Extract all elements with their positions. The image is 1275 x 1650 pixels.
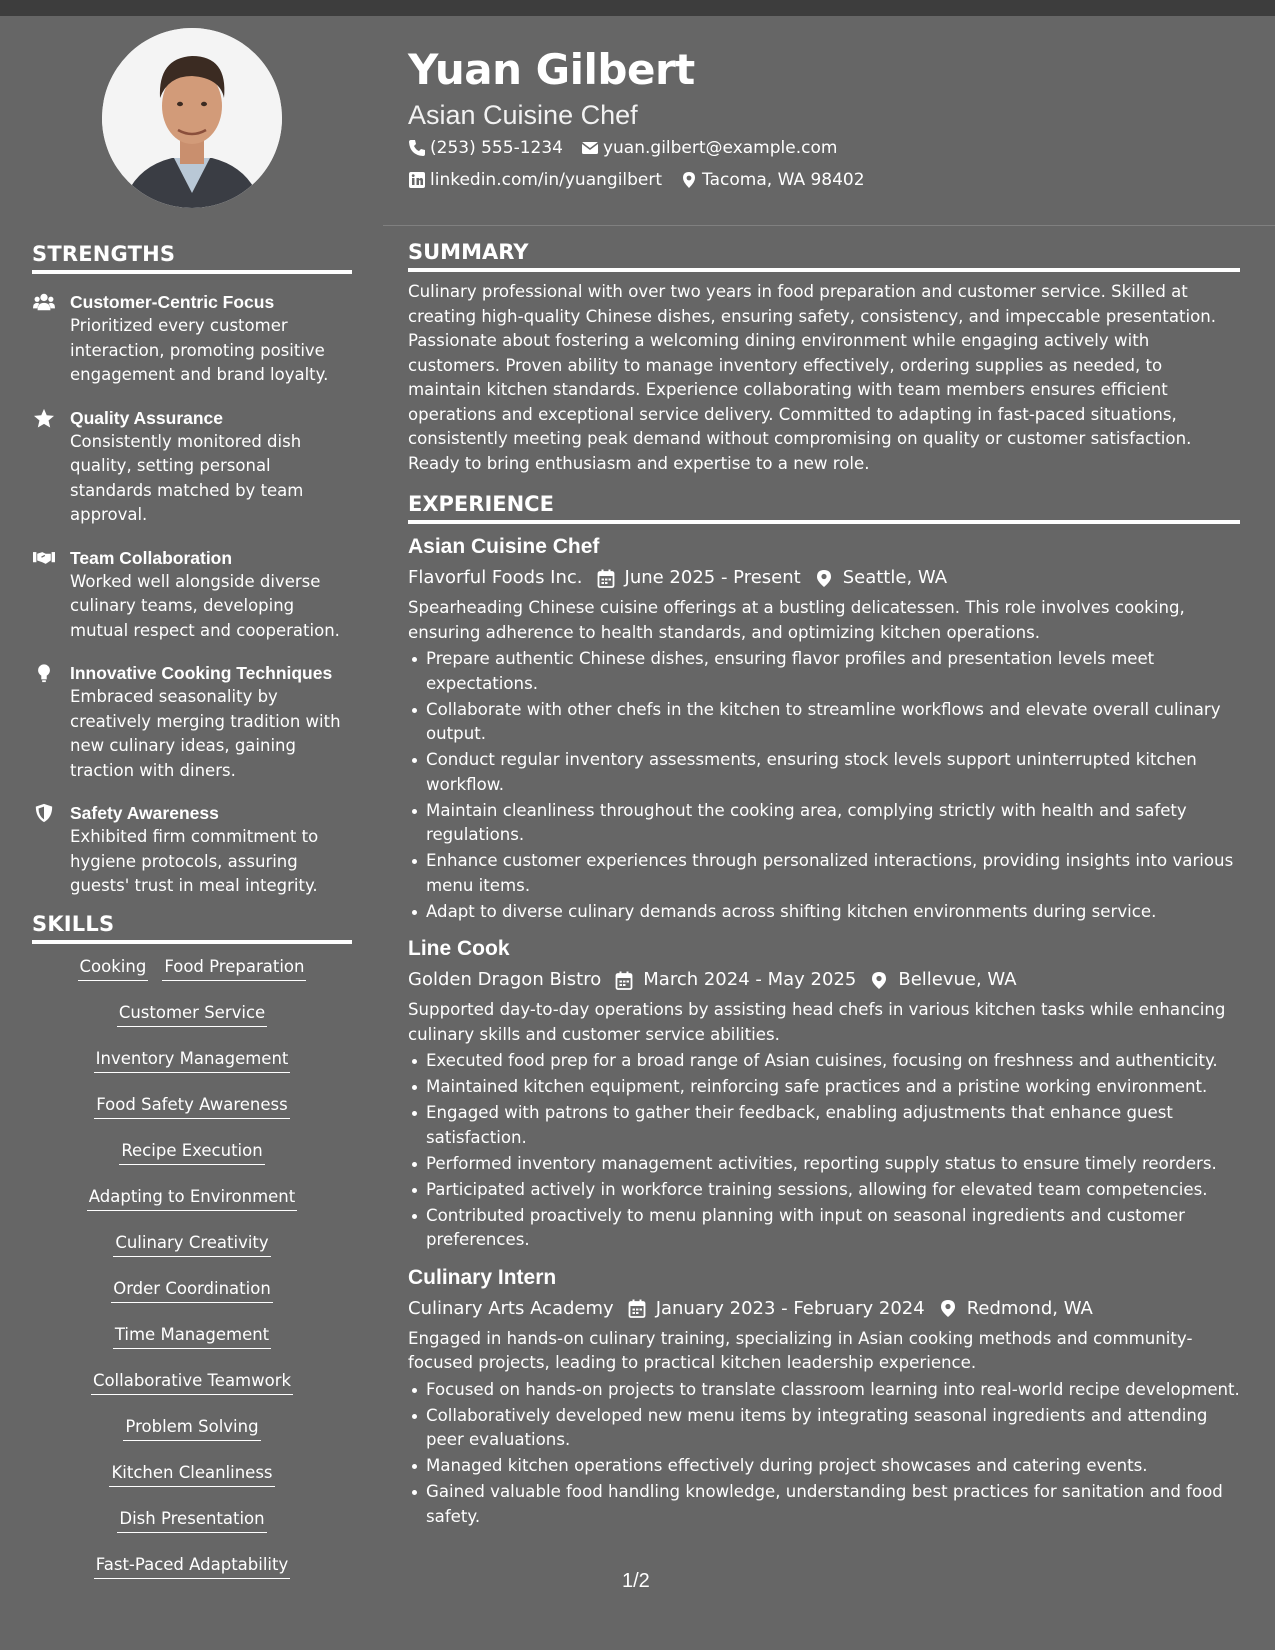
location-text: Tacoma, WA 98402 (702, 170, 865, 190)
job-bullets (408, 1378, 1240, 1530)
email-item[interactable] (581, 132, 837, 164)
page-number: 1/2 (622, 1570, 650, 1592)
skill-chip: Food Preparation (162, 956, 306, 981)
page-top-bar (0, 0, 1275, 16)
job-title: Line Cook (408, 937, 510, 960)
job-meta (408, 1293, 1240, 1325)
job-entry (408, 1263, 1240, 1530)
job-location-text: Bellevue, WA (898, 969, 1017, 990)
skills-list (32, 956, 352, 1600)
candidate-name: Yuan Gilbert (408, 45, 695, 94)
job-entry (408, 532, 1240, 924)
strength-desc: Embraced seasonality by creatively merging tradition with new culinary ideas, gaining traction with diners. (70, 687, 341, 780)
company-name: Culinary Arts Academy (408, 1297, 614, 1319)
users-icon (32, 290, 70, 388)
header-divider (383, 225, 1275, 226)
profile-photo (102, 28, 282, 208)
profile-photo-image (102, 28, 282, 208)
map-pin-icon (680, 171, 698, 189)
strength-item (32, 546, 352, 644)
job-dates-text: March 2024 - May 2025 (643, 969, 857, 990)
job-dates-text: January 2023 - February 2024 (655, 1297, 925, 1319)
job-description: Supported day-to-day operations by assisting head chefs in various kitchen tasks while enhancing culinary skills and customer service abilities. (408, 1000, 1226, 1044)
calendar-icon (597, 569, 615, 588)
contact-row (408, 132, 1248, 164)
skill-chip: Time Management (113, 1324, 271, 1349)
linkedin-item[interactable] (408, 164, 662, 196)
skill-chip: Dish Presentation (117, 1508, 266, 1533)
skill-chip: Adapting to Environment (87, 1186, 297, 1211)
job-bullet: Contributed proactively to menu planning with input on seasonal ingredients and customer preferences. (408, 1204, 1240, 1253)
phone-item (408, 132, 563, 164)
job-meta (408, 562, 1240, 594)
map-pin-icon (939, 1299, 957, 1318)
job-location (939, 1293, 1093, 1325)
calendar-icon (628, 1299, 646, 1318)
skill-chip: Order Coordination (111, 1278, 273, 1303)
job-location-text: Redmond, WA (966, 1297, 1093, 1319)
job-dates (628, 1293, 925, 1325)
job-title: Culinary Intern (408, 1265, 557, 1289)
strength-desc: Worked well alongside diverse culinary teams, developing mutual respect and cooperation. (70, 571, 340, 640)
email-icon (581, 139, 599, 157)
strength-item (32, 661, 352, 783)
skill-chip: Problem Solving (123, 1416, 260, 1441)
job-bullets (408, 1049, 1240, 1253)
strengths-list (32, 290, 352, 917)
job-location (815, 562, 947, 594)
job-dates (615, 964, 856, 996)
skill-chip: Customer Service (117, 1002, 267, 1027)
strengths-heading: STRENGTHS (32, 242, 352, 274)
job-dates-text: June 2025 - Present (624, 567, 801, 588)
skill-chip: Culinary Creativity (113, 1232, 270, 1257)
linkedin-icon (408, 171, 426, 189)
job-title: Asian Cuisine Chef (408, 535, 600, 558)
job-bullet: Managed kitchen operations effectively during project showcases and catering events. (408, 1454, 1240, 1479)
skill-chip: Recipe Execution (119, 1140, 264, 1165)
job-description: Spearheading Chinese cuisine offerings at a bustling delicatessen. This role involves cooking, ensuring adherence to health standards, and optimizing kitchen operations. (408, 598, 1185, 642)
resume-header (408, 40, 1248, 196)
strength-title: Team Collaboration (70, 547, 233, 568)
strength-title: Safety Awareness (70, 803, 219, 823)
shield-icon (32, 801, 70, 899)
job-bullet: Focused on hands-on projects to translate classroom learning into real-world recipe development. (408, 1378, 1240, 1403)
phone-icon (408, 139, 426, 157)
map-pin-icon (870, 971, 888, 990)
job-entry (408, 934, 1240, 1253)
candidate-title: Asian Cuisine Chef (408, 100, 638, 130)
strength-item (32, 406, 352, 528)
strength-title: Quality Assurance (70, 407, 224, 428)
strength-desc: Consistently monitored dish quality, setting personal standards matched by team approval. (70, 431, 304, 524)
strength-item (32, 290, 352, 388)
job-bullet: Participated actively in workforce training sessions, allowing for elevated team competencies. (408, 1178, 1240, 1203)
location-item (680, 164, 865, 196)
company-name: Flavorful Foods Inc. (408, 567, 583, 588)
job-bullet: Maintained kitchen equipment, reinforcing safe practices and a pristine working environment. (408, 1075, 1240, 1100)
strength-desc: Prioritized every customer interaction, promoting positive engagement and brand loyalty. (70, 316, 329, 384)
job-bullet: Executed food prep for a broad range of Asian cuisines, focusing on freshness and authenticity. (408, 1049, 1240, 1074)
phone-text: (253) 555-1234 (430, 138, 563, 158)
skill-chip: Food Safety Awareness (94, 1094, 289, 1119)
job-description: Engaged in hands-on culinary training, specializing in Asian cooking methods and community-focused projects, leading to practical kitchen leadership experience. (408, 1328, 1193, 1372)
job-bullet: Conduct regular inventory assessments, ensuring stock levels support uninterrupted kitchen workflow. (408, 748, 1240, 797)
star-icon (32, 406, 70, 528)
lightbulb-icon (32, 661, 70, 783)
strength-item (32, 801, 352, 899)
job-location (870, 964, 1016, 996)
job-location-text: Seattle, WA (842, 567, 948, 588)
contact-row (408, 164, 1248, 196)
job-bullets (408, 647, 1240, 924)
skill-chip: Collaborative Teamwork (91, 1370, 293, 1395)
job-bullet: Gained valuable food handling knowledge, understanding best practices for sanitation and food safety. (408, 1480, 1240, 1529)
summary-text: Culinary professional with over two years in food preparation and customer service. Skilled at creating high-quality Chinese dishes, ensuring safety, consistency, and impeccable presentation. Passionate about fostering a welcoming dining environment while engaging actively with customers. Proven ability to manage inventory effectively, ordering supplies as needed, to maintain kitchen standards. Experience collaborating with team members ensures efficient operations and exceptional service delivery. Committed to adapting in fast-paced situations, consistently meeting peak demand without compromising on quality or customer satisfaction. Ready to bring enthusiasm and expertise to a new role. (408, 282, 1217, 473)
experience-heading: EXPERIENCE (408, 492, 1240, 524)
linkedin-link[interactable]: linkedin.com/in/yuangilbert (430, 170, 663, 190)
job-bullet: Maintain cleanliness throughout the cooking area, complying strictly with health and safety regulations. (408, 799, 1240, 848)
job-meta (408, 964, 1240, 996)
skill-chip: Inventory Management (94, 1048, 291, 1073)
job-dates (597, 562, 801, 594)
strength-title: Customer-Centric Focus (70, 292, 275, 312)
map-pin-icon (815, 569, 833, 588)
job-bullet: Performed inventory management activities, reporting supply status to ensure timely reorders. (408, 1152, 1240, 1177)
job-bullet: Engaged with patrons to gather their feedback, enabling adjustments that enhance guest satisfaction. (408, 1101, 1240, 1150)
main-content (408, 240, 1240, 1539)
strength-desc: Exhibited firm commitment to hygiene protocols, assuring guests' trust in meal integrity. (70, 827, 319, 895)
skill-chip: Fast-Paced Adaptability (94, 1554, 290, 1579)
job-bullet: Enhance customer experiences through personalized interactions, providing insights into various menu items. (408, 849, 1240, 898)
skill-chip: Kitchen Cleanliness (109, 1462, 274, 1487)
job-bullet: Collaborate with other chefs in the kitchen to streamline workflows and elevate overall culinary output. (408, 698, 1240, 747)
job-bullet: Prepare authentic Chinese dishes, ensuring flavor profiles and presentation levels meet expectations. (408, 647, 1240, 696)
strength-title: Innovative Cooking Techniques (70, 663, 333, 683)
calendar-icon (615, 971, 633, 990)
skill-chip: Cooking (78, 956, 149, 981)
handshake-icon (32, 546, 70, 644)
company-name: Golden Dragon Bistro (408, 969, 602, 990)
job-bullet: Collaboratively developed new menu items by integrating seasonal ingredients and attending peer evaluations. (408, 1404, 1240, 1453)
job-bullet: Adapt to diverse culinary demands across shifting kitchen environments during service. (408, 900, 1240, 925)
summary-heading: SUMMARY (408, 240, 1240, 272)
email-link[interactable]: yuan.gilbert@example.com (602, 138, 838, 158)
skills-heading: SKILLS (32, 912, 352, 944)
